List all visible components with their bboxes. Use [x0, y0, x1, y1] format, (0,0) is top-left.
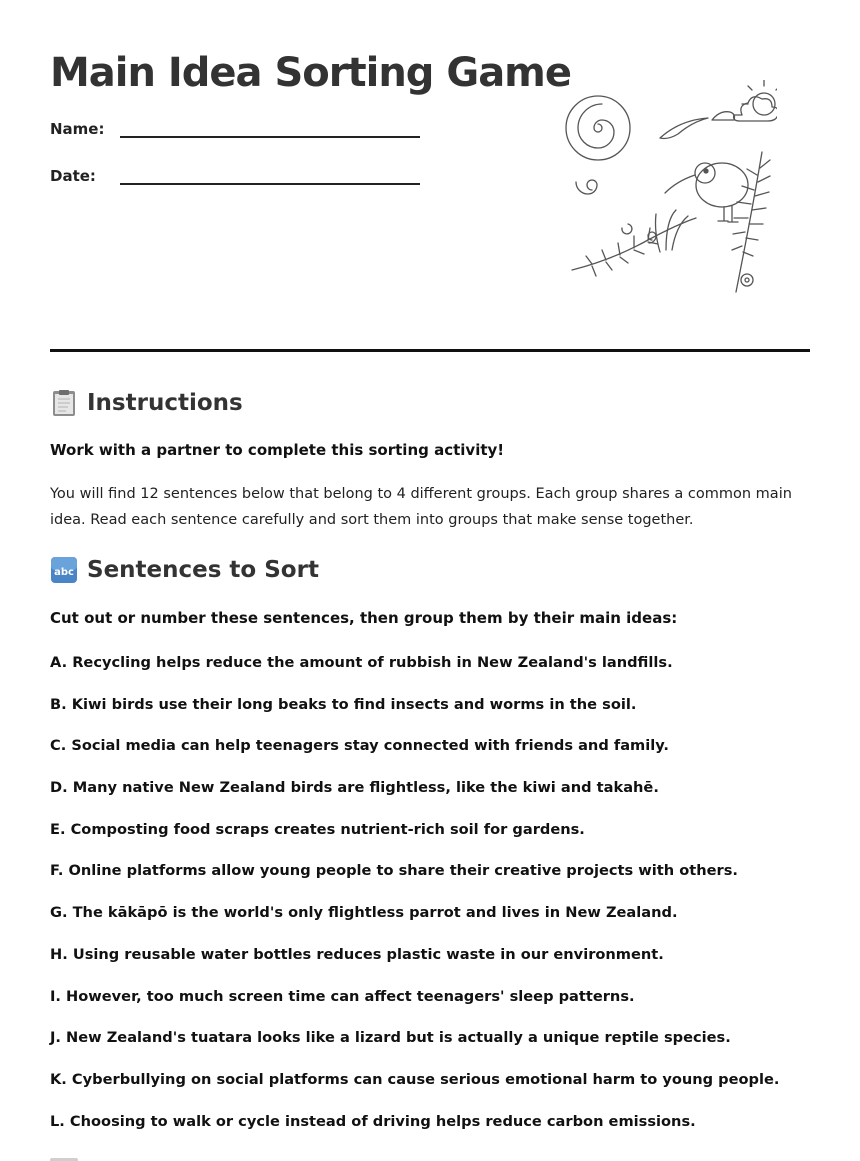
name-label: Name:	[50, 120, 105, 138]
sentence-list	[50, 654, 779, 1154]
sentence-item: G. The kākāpō is the world's only flightless parrot and lives in New Zealand.	[50, 904, 678, 922]
page-title: Main Idea Sorting Game	[50, 50, 571, 96]
abc-icon	[50, 556, 78, 584]
sentence-item: E. Composting food scraps creates nutrient-rich soil for gardens.	[50, 820, 585, 838]
sentence-item: K. Cyberbullying on social platforms can cause serious emotional harm to young people.	[50, 1070, 780, 1088]
svg-text:abc: abc	[54, 567, 74, 578]
instructions-bold-text: Work with a partner to complete this sorting activity!	[50, 441, 505, 459]
name-field-row	[50, 120, 420, 138]
sentences-heading-text: Sentences to Sort	[87, 557, 319, 583]
worksheet-page	[50, 0, 810, 1161]
sentence-item: I. However, too much screen time can affect teenagers' sleep patterns.	[50, 987, 635, 1005]
instructions-heading	[50, 389, 243, 417]
sentence-item: H. Using reusable water bottles reduces plastic waste in our environment.	[50, 945, 664, 963]
sentence-item: F. Online platforms allow young people to share their creative projects with others.	[50, 862, 738, 880]
sentence-item: D. Many native New Zealand birds are flightless, like the kiwi and takahē.	[50, 779, 659, 797]
instructions-heading-text: Instructions	[87, 390, 243, 416]
sentences-heading	[50, 556, 319, 584]
sentence-item: B. Kiwi birds use their long beaks to find insects and worms in the soil.	[50, 695, 637, 713]
sentence-item: L. Choosing to walk or cycle instead of driving helps reduce carbon emissions.	[50, 1112, 696, 1130]
sentences-intro: Cut out or number these sentences, then group them by their main ideas:	[50, 609, 678, 627]
clipboard-icon	[50, 389, 78, 417]
sentence-item: C. Social media can help teenagers stay connected with friends and family.	[50, 737, 669, 755]
sentence-item: A. Recycling helps reduce the amount of rubbish in New Zealand's landfills.	[50, 654, 673, 671]
date-label: Date:	[50, 167, 96, 185]
sentence-item: J. New Zealand's tuatara looks like a lizard but is actually a unique reptile species.	[50, 1029, 731, 1047]
date-blank-line[interactable]	[120, 167, 420, 185]
name-blank-line[interactable]	[120, 120, 420, 138]
instructions-paragraph: You will find 12 sentences below that belong to 4 different groups. Each group shares a common main idea. Read each sentence carefully and sort them into groups that make sense together.	[50, 486, 792, 528]
header-divider	[50, 349, 810, 352]
date-field-row	[50, 167, 420, 185]
kiwi-fern-nature-illustration-icon	[562, 80, 777, 295]
